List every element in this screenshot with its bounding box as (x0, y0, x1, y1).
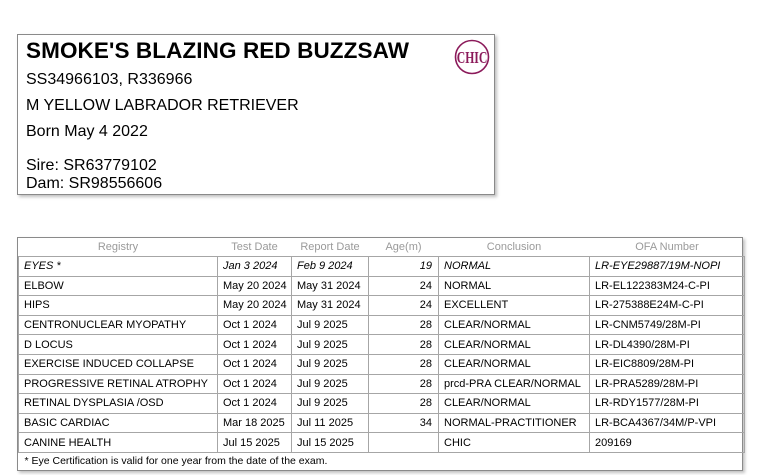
cell-test-date: Jul 15 2025 (218, 433, 292, 453)
health-results-table (17, 237, 743, 471)
cell-registry: CANINE HEALTH (19, 433, 218, 453)
header-conclusion: Conclusion (439, 238, 590, 257)
cell-ofa-number: LR-CNM5749/28M-PI (590, 315, 745, 335)
cell-test-date: Jan 3 2024 (218, 257, 292, 277)
table-row (19, 413, 745, 433)
cell-age: 28 (369, 394, 439, 414)
cell-registry: ELBOW (19, 276, 218, 296)
cell-age: 24 (369, 296, 439, 316)
cell-conclusion: CLEAR/NORMAL (439, 394, 590, 414)
table-row (19, 433, 745, 453)
cell-age: 28 (369, 354, 439, 374)
cell-report-date: Feb 9 2024 (292, 257, 369, 277)
cell-registry: HIPS (19, 296, 218, 316)
cell-age: 28 (369, 374, 439, 394)
cell-registry: RETINAL DYSPLASIA /OSD (19, 394, 218, 414)
cell-age: 24 (369, 276, 439, 296)
cell-age: 28 (369, 335, 439, 355)
cell-ofa-number: LR-EIC8809/28M-PI (590, 354, 745, 374)
table-row (19, 296, 745, 316)
birth-date: Born May 4 2022 (26, 123, 148, 140)
cell-test-date: Oct 1 2024 (218, 315, 292, 335)
cell-report-date: Jul 15 2025 (292, 433, 369, 453)
table-row (19, 276, 745, 296)
cell-registry: EYES * (19, 257, 218, 277)
cell-report-date: Jul 9 2025 (292, 335, 369, 355)
eye-certification-footnote: * Eye Certification is valid for one year from the date of the exam. (19, 452, 745, 470)
header-age: Age(m) (369, 238, 439, 257)
cell-test-date: May 20 2024 (218, 296, 292, 316)
cell-age: 28 (369, 315, 439, 335)
table-row (19, 257, 745, 277)
table-row (19, 335, 745, 355)
cell-conclusion: CLEAR/NORMAL (439, 354, 590, 374)
table-header-row (19, 238, 745, 257)
cell-age (369, 433, 439, 453)
cell-ofa-number: LR-PRA5289/28M-PI (590, 374, 745, 394)
dam: Dam: SR98556606 (26, 175, 163, 192)
cell-report-date: May 31 2024 (292, 296, 369, 316)
table-row (19, 374, 745, 394)
cell-registry: PROGRESSIVE RETINAL ATROPHY (19, 374, 218, 394)
cell-test-date: Oct 1 2024 (218, 335, 292, 355)
cell-ofa-number: LR-275388E24M-C-PI (590, 296, 745, 316)
dog-info-card (17, 34, 495, 195)
cell-conclusion: CHIC (439, 433, 590, 453)
cell-age: 34 (369, 413, 439, 433)
cell-test-date: Oct 1 2024 (218, 394, 292, 414)
table-row (19, 394, 745, 414)
cell-conclusion: prcd-PRA CLEAR/NORMAL (439, 374, 590, 394)
cell-registry: EXERCISE INDUCED COLLAPSE (19, 354, 218, 374)
header-registry: Registry (19, 238, 218, 257)
header-report-date: Report Date (292, 238, 369, 257)
cell-report-date: Jul 9 2025 (292, 354, 369, 374)
header-test-date: Test Date (218, 238, 292, 257)
table-row (19, 315, 745, 335)
chic-logo (454, 39, 490, 75)
cell-ofa-number: LR-EL122383M24-C-PI (590, 276, 745, 296)
cell-conclusion: NORMAL (439, 276, 590, 296)
cell-test-date: Mar 18 2025 (218, 413, 292, 433)
table-row (19, 354, 745, 374)
cell-registry: BASIC CARDIAC (19, 413, 218, 433)
cell-report-date: Jul 9 2025 (292, 315, 369, 335)
registration-numbers: SS34966103, R336966 (26, 71, 193, 88)
cell-ofa-number: LR-BCA4367/34M/P-VPI (590, 413, 745, 433)
cell-conclusion: EXCELLENT (439, 296, 590, 316)
cell-report-date: Jul 9 2025 (292, 374, 369, 394)
cell-registry: D LOCUS (19, 335, 218, 355)
cell-ofa-number: LR-DL4390/28M-PI (590, 335, 745, 355)
cell-report-date: Jul 11 2025 (292, 413, 369, 433)
cell-test-date: May 20 2024 (218, 276, 292, 296)
cell-age: 19 (369, 257, 439, 277)
sex-color-breed: M YELLOW LABRADOR RETRIEVER (26, 97, 299, 114)
svg-text:CHIC: CHIC (456, 48, 488, 68)
sire: Sire: SR63779102 (26, 157, 157, 174)
cell-conclusion: CLEAR/NORMAL (439, 315, 590, 335)
cell-ofa-number: LR-RDY1577/28M-PI (590, 394, 745, 414)
cell-conclusion: NORMAL-PRACTITIONER (439, 413, 590, 433)
cell-registry: CENTRONUCLEAR MYOPATHY (19, 315, 218, 335)
cell-test-date: Oct 1 2024 (218, 354, 292, 374)
cell-ofa-number: 209169 (590, 433, 745, 453)
cell-report-date: May 31 2024 (292, 276, 369, 296)
header-ofa-number: OFA Number (590, 238, 745, 257)
dog-name: SMOKE'S BLAZING RED BUZZSAW (26, 38, 410, 63)
cell-test-date: Oct 1 2024 (218, 374, 292, 394)
cell-conclusion: NORMAL (439, 257, 590, 277)
cell-ofa-number: LR-EYE29887/19M-NOPI (590, 257, 745, 277)
cell-conclusion: CLEAR/NORMAL (439, 335, 590, 355)
cell-report-date: Jul 9 2025 (292, 394, 369, 414)
